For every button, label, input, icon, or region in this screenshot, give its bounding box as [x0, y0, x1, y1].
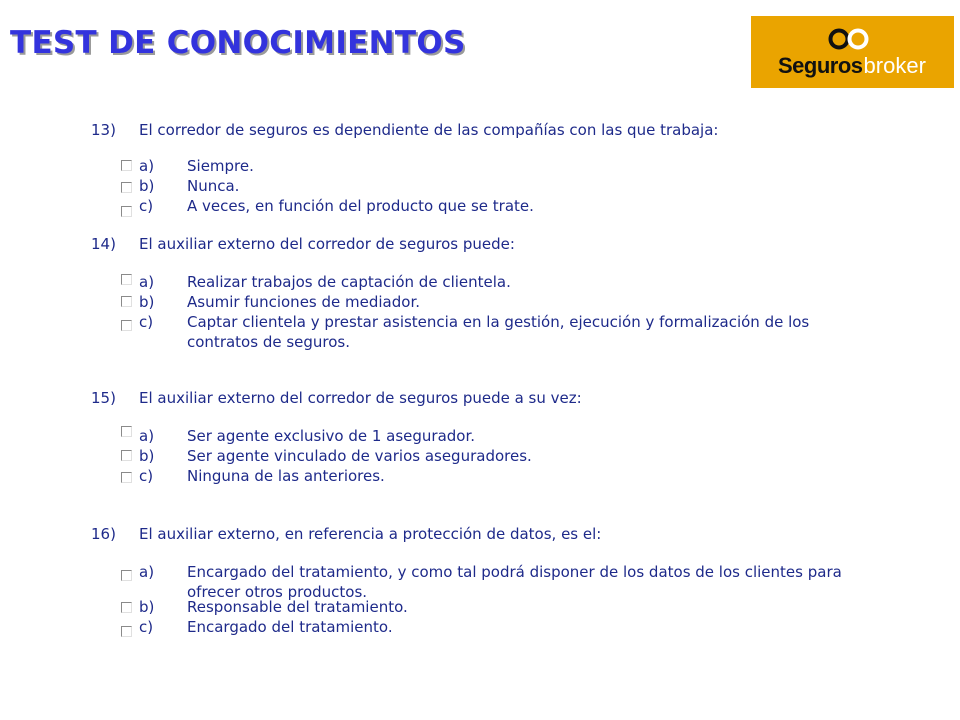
answer-checkbox[interactable]: [121, 602, 132, 613]
logo-wordmark: [778, 54, 926, 78]
answer-checkbox[interactable]: [121, 182, 132, 193]
page-title: TEST DE CONOCIMIENTOS: [10, 25, 466, 61]
option-text: Captar clientela y prestar asistencia en la gestión, ejecución y formalización de los: [187, 313, 810, 331]
option-text: Encargado del tratamiento.: [187, 618, 393, 636]
answer-checkbox[interactable]: [121, 626, 132, 637]
answer-checkbox[interactable]: [121, 450, 132, 461]
option-text: ofrecer otros productos.: [187, 583, 368, 601]
answer-checkbox[interactable]: [121, 320, 132, 331]
option-text: Nunca.: [187, 177, 240, 195]
answer-checkbox[interactable]: [121, 296, 132, 307]
option-text: A veces, en función del producto que se trate.: [187, 197, 534, 215]
option-letter: c): [139, 618, 154, 636]
question-number: 15): [91, 389, 116, 407]
option-text: Asumir funciones de mediador.: [187, 293, 420, 311]
option-letter: b): [139, 447, 155, 465]
question-text: El auxiliar externo del corredor de seguros puede a su vez:: [139, 389, 582, 407]
logo-rings-icon: [827, 26, 873, 52]
option-text: Siempre.: [187, 157, 254, 175]
option-text: Encargado del tratamiento, y como tal podrá disponer de los datos de los clientes para: [187, 563, 842, 581]
answer-checkbox[interactable]: [121, 274, 132, 285]
question-number: 14): [91, 235, 116, 253]
logo-text-broker: broker: [863, 53, 926, 78]
option-text: Ser agente vinculado de varios aseguradores.: [187, 447, 532, 465]
option-letter: a): [139, 563, 155, 581]
question-number: 13): [91, 121, 116, 139]
question-text: El auxiliar externo del corredor de seguros puede:: [139, 235, 515, 253]
question-number: 16): [91, 525, 116, 543]
option-letter: b): [139, 293, 155, 311]
option-text: Ninguna de las anteriores.: [187, 467, 385, 485]
question-text: El auxiliar externo, en referencia a protección de datos, es el:: [139, 525, 602, 543]
option-letter: a): [139, 157, 155, 175]
answer-checkbox[interactable]: [121, 570, 132, 581]
option-text: contratos de seguros.: [187, 333, 351, 351]
option-letter: c): [139, 467, 154, 485]
answer-checkbox[interactable]: [121, 160, 132, 171]
option-letter: a): [139, 427, 155, 445]
answer-checkbox[interactable]: [121, 472, 132, 483]
option-letter: a): [139, 273, 155, 291]
segurosbroker-logo: [751, 16, 954, 88]
option-letter: b): [139, 598, 155, 616]
option-letter: b): [139, 177, 155, 195]
option-letter: c): [139, 313, 154, 331]
logo-text-seguros: Seguros: [778, 53, 863, 78]
question-text: El corredor de seguros es dependiente de las compañías con las que trabaja:: [139, 121, 719, 139]
option-text: Realizar trabajos de captación de clientela.: [187, 273, 511, 291]
answer-checkbox[interactable]: [121, 206, 132, 217]
option-text: Responsable del tratamiento.: [187, 598, 408, 616]
option-text: Ser agente exclusivo de 1 asegurador.: [187, 427, 476, 445]
option-letter: c): [139, 197, 154, 215]
answer-checkbox[interactable]: [121, 426, 132, 437]
